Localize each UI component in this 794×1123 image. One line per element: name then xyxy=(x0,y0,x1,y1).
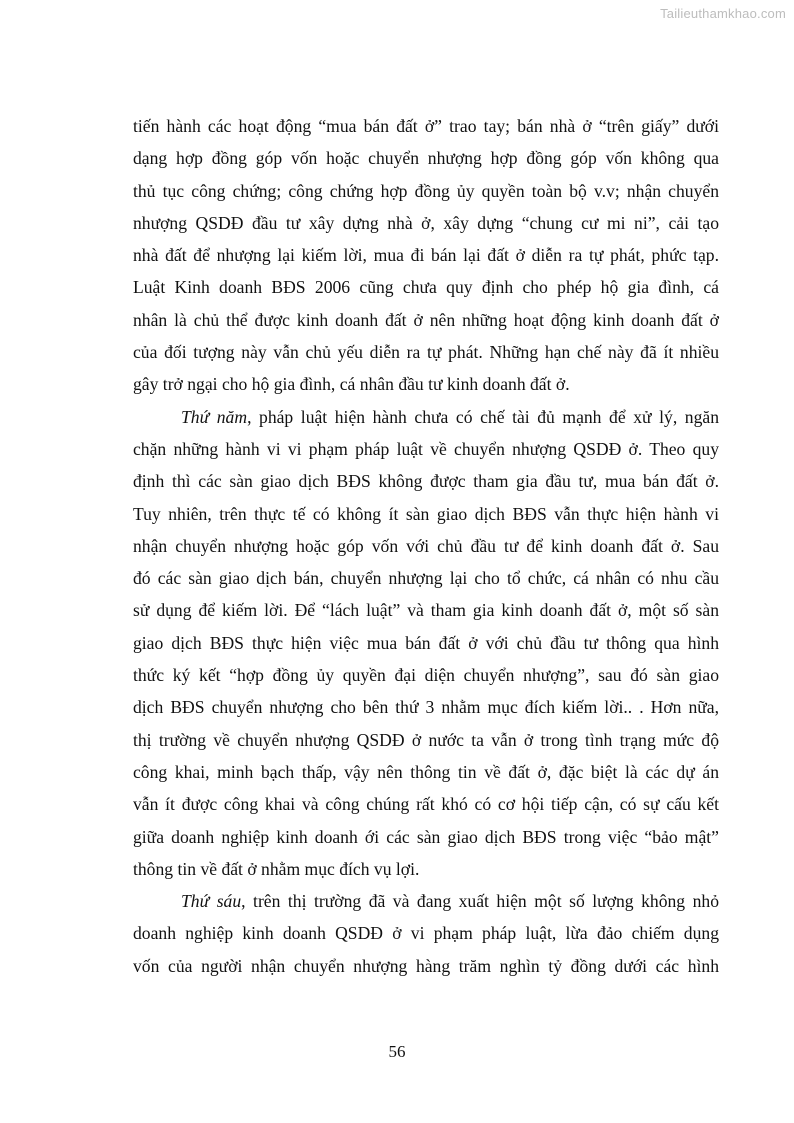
text-line: thông tin về đất ở nhằm mục đích vụ lợi. xyxy=(133,858,420,879)
text-line: chặn những hành vi vi phạm pháp luật về chuyển nhượng QSDĐ ở. Theo quy xyxy=(133,438,719,459)
paragraph-lead: Thứ năm xyxy=(181,406,248,427)
line-text: , trên thị trường đã và đang xuất hiện một số lượng không nhỏ xyxy=(241,891,719,912)
text-line xyxy=(133,401,719,433)
text-line: vẫn ít được công khai và công chúng rất khó có cơ hội tiếp cận, có sự cấu kết xyxy=(133,794,719,815)
text-line: gây trở ngại cho hộ gia đình, cá nhân đầu tư kinh doanh đất ở. xyxy=(133,374,570,395)
text-line xyxy=(133,885,719,917)
text-line: giao dịch BĐS thực hiện việc mua bán đất ở với chủ đầu tư thông qua hình xyxy=(133,632,719,653)
text-line: thủ tục công chứng; công chứng hợp đồng ủy quyền toàn bộ v.v; nhận chuyển xyxy=(133,180,719,201)
text-line: doanh nghiệp kinh doanh QSDĐ ở vi phạm pháp luật, lừa đảo chiếm dụng xyxy=(133,923,719,944)
text-line: của đối tượng này vẫn chủ yếu diễn ra tự phát. Những hạn chế này đã ít nhiều xyxy=(133,342,719,363)
text-line: dạng hợp đồng góp vốn hoặc chuyển nhượng hợp đồng góp vốn không qua xyxy=(133,148,719,169)
line-text: , pháp luật hiện hành chưa có chế tài đủ mạnh để xử lý, ngăn xyxy=(247,406,719,427)
text-line: thị trường về chuyển nhượng QSDĐ ở nước ta vẫn ở trong tình trạng mức độ xyxy=(133,729,719,750)
text-line: thức ký kết “hợp đồng ủy quyền đại diện chuyển nhượng”, sau đó sàn giao xyxy=(133,665,719,686)
text-line: công khai, minh bạch thấp, vậy nên thông tin về đất ở, đặc biệt là các dự án xyxy=(133,761,719,782)
document-body xyxy=(133,110,719,982)
watermark: Tailieuthamkhao.com xyxy=(660,6,786,21)
text-line: Tuy nhiên, trên thực tế có không ít sàn giao dịch BĐS vẫn thực hiện hành vi xyxy=(133,503,719,524)
text-line: dịch BĐS chuyển nhượng cho bên thứ 3 nhằm mục đích kiếm lời.. . Hơn nữa, xyxy=(133,697,719,718)
text-line: nhân là chủ thể được kinh doanh đất ở nên những hoạt động kinh doanh đất ở xyxy=(133,309,719,330)
page-number: 56 xyxy=(388,1042,406,1061)
text-line: nhận chuyển nhượng hoặc góp vốn với chủ đầu tư để kinh doanh đất ở. Sau xyxy=(133,535,719,556)
paragraph-3 xyxy=(133,885,719,982)
text-line: giữa doanh nghiệp kinh doanh ới các sàn giao dịch BĐS trong việc “bảo mật” xyxy=(133,826,719,847)
text-line: vốn của người nhận chuyển nhượng hàng trăm nghìn tỷ đồng dưới các hình xyxy=(133,955,719,976)
paragraph-1 xyxy=(133,110,719,401)
paragraph-lead: Thứ sáu xyxy=(181,891,242,912)
text-line: sử dụng để kiếm lời. Để “lách luật” và tham gia kinh doanh đất ở, một số sàn xyxy=(133,600,719,621)
text-line: tiến hành các hoạt động “mua bán đất ở” trao tay; bán nhà ở “trên giấy” dưới xyxy=(133,116,719,136)
text-line: Luật Kinh doanh BĐS 2006 cũng chưa quy định cho phép hộ gia đình, cá xyxy=(133,277,719,298)
paragraph-2 xyxy=(133,401,719,885)
text-line: đó các sàn giao dịch bán, chuyển nhượng lại cho tổ chức, cá nhân có nhu cầu xyxy=(133,568,719,589)
text-line: nhượng QSDĐ đầu tư xây dựng nhà ở, xây dựng “chung cư mi ni”, cải tạo xyxy=(133,212,719,233)
text-line: định thì các sàn giao dịch BĐS không được tham gia đầu tư, mua bán đất ở. xyxy=(133,471,719,492)
text-line: nhà đất để nhượng lại kiếm lời, mua đi bán lại đất ở diễn ra tự phát, phức tạp. xyxy=(133,245,719,266)
